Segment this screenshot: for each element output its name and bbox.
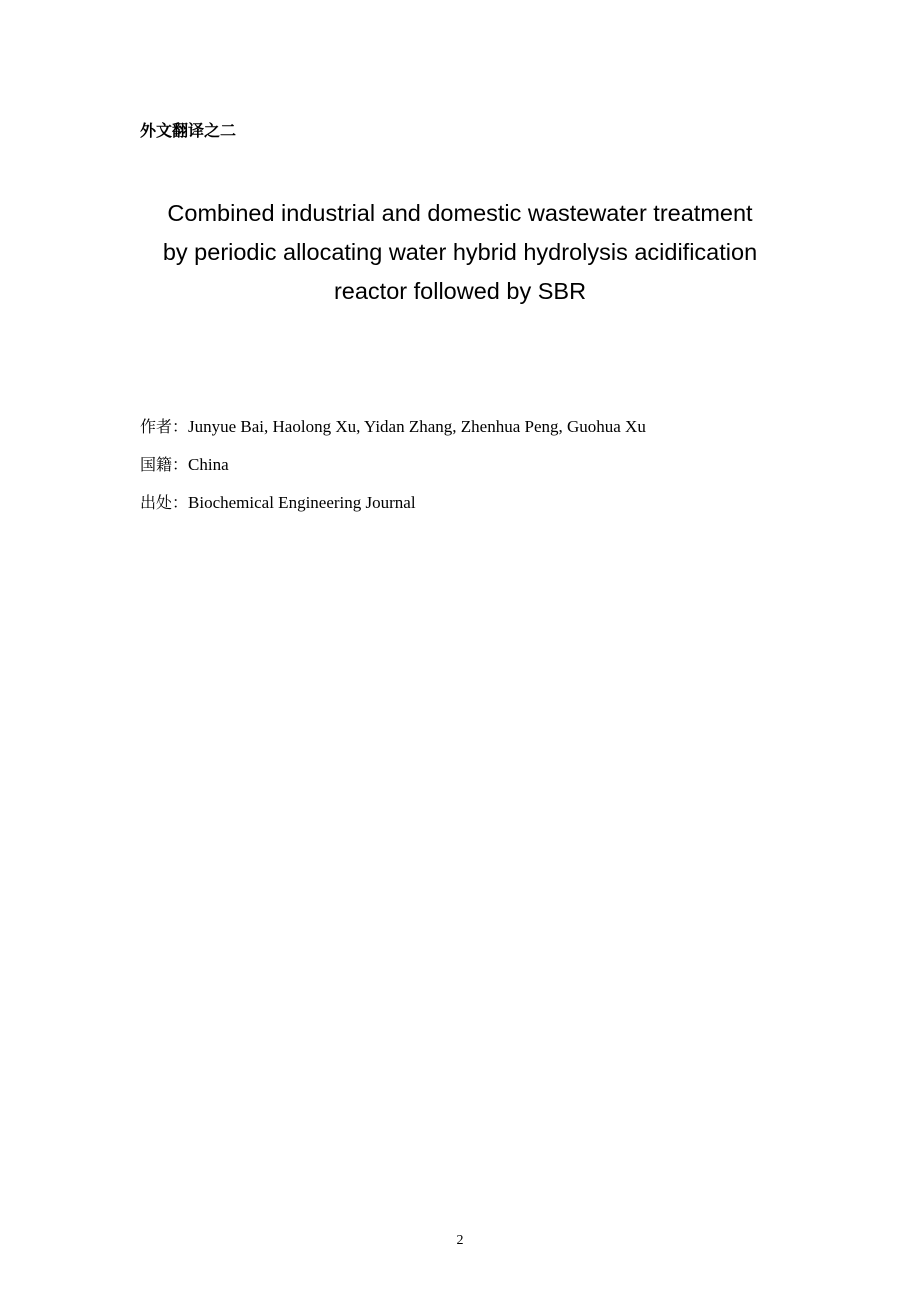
nationality-label: 国籍： bbox=[140, 455, 189, 474]
nationality-value: China bbox=[188, 455, 229, 474]
authors-line bbox=[140, 415, 840, 439]
nationality-line bbox=[140, 453, 840, 477]
page-number: 2 bbox=[456, 1233, 464, 1248]
source-line bbox=[140, 491, 840, 515]
authors-label: 作者： bbox=[140, 417, 189, 436]
source-value: Biochemical Engineering Journal bbox=[188, 493, 416, 512]
authors-value: Junyue Bai, Haolong Xu, Yidan Zhang, Zhenhua Peng, Guohua Xu bbox=[188, 417, 646, 436]
title-line-3: reactor followed by SBR bbox=[333, 278, 587, 304]
title-line-1: Combined industrial and domestic wastewater treatment bbox=[167, 200, 753, 226]
paper-title bbox=[120, 194, 800, 311]
section-label: 外文翻译之二 bbox=[140, 121, 237, 140]
title-line-2: by periodic allocating water hybrid hydrolysis acidification bbox=[162, 239, 758, 265]
source-label: 出处： bbox=[140, 493, 189, 512]
